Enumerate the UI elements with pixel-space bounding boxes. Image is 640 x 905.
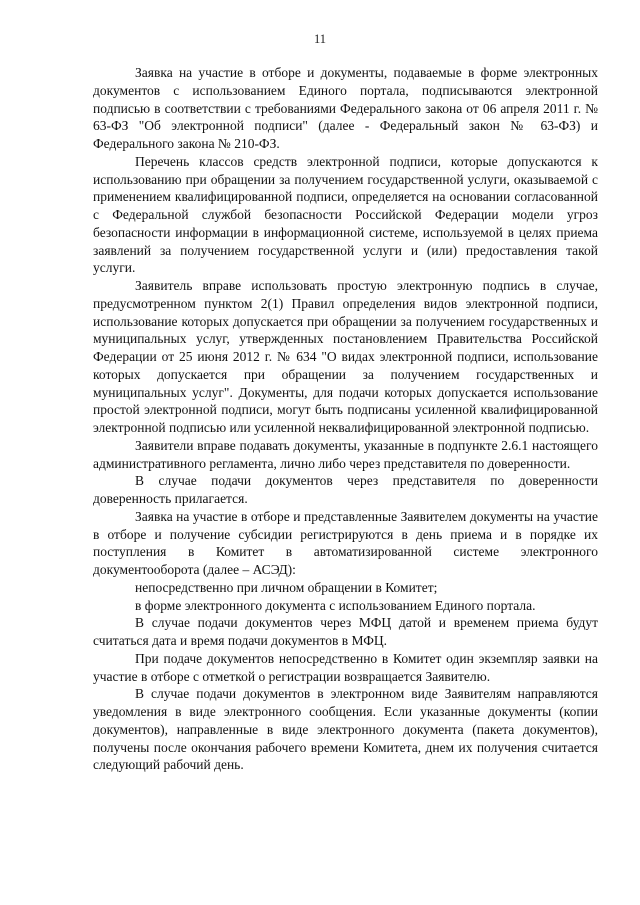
list-item-electronic: в форме электронного документа с использованием Единого портала.	[135, 597, 536, 613]
list-item-in-person: непосредственно при личном обращении в Комитет;	[135, 579, 438, 595]
document-body	[93, 64, 598, 774]
paragraph-signature-classes: Перечень классов средств электронной подписи, которые допускаются к использованию при обращении за получением государственной услуги, оказываемой с применением квалифицированной подписи, определяется на основании согласованной с Федеральной службой безопасности Российской Федерации модели угроз безопасности информации в информационной системе, используемой в целях приема заявлений за получением государственной услуги и (или) предоставления такой услуги.	[93, 153, 598, 276]
paragraph-direct-submission: При подаче документов непосредственно в Комитет один экземпляр заявки на участие в отборе с отметкой о регистрации возвращается Заявителю.	[93, 650, 598, 684]
paragraph-registration: Заявка на участие в отборе и представленные Заявителем документы на участие в отборе и получение субсидии регистрируются в день приема и в порядке их поступления в Комитет в автоматизированной системе электронного документооборота (далее – АСЭД):	[93, 508, 598, 577]
paragraph-representative: Заявители вправе подавать документы, указанные в подпункте 2.6.1 настоящего административного регламента, лично либо через представителя по доверенности.	[93, 437, 598, 471]
paragraph-electronic-notification: В случае подачи документов в электронном виде Заявителям направляются уведомления в виде электронного сообщения. Если указанные документы (копии документов), направленные в виде электронного документа (пакета документов), получены после окончания рабочего времени Комитета, днем их получения считается следующий рабочий день.	[93, 686, 598, 773]
paragraph-application-signature: Заявка на участие в отборе и документы, подаваемые в форме электронных документов с использованием Единого портала, подписываются электронной подписью в соответствии с требованиями Федерального закона от 06 апреля 2011 г. № 63-ФЗ "Об электронной подписи" (далее - Федеральный закон № 63-ФЗ) и Федерального закона № 210-ФЗ.	[93, 65, 598, 151]
page-number: 11	[313, 32, 327, 46]
paragraph-simple-signature: Заявитель вправе использовать простую электронную подпись в случае, предусмотренном пунктом 2(1) Правил определения видов электронной подписи, использование которых допускается при обращении за получением государственных и муниципальных услуг, утвержденных постановлением Правительства Российской Федерации от 25 июня 2012 г. № 634 "О видах электронной подписи, использование которых допускается при обращении за получением государственных и муниципальных услуг". Документы, для подачи которых допускается использование простой электронной подписи, могут быть подписаны усиленной квалифицированной электронной подписью или усиленной неквалифицированной электронной подписью.	[93, 278, 598, 435]
paragraph-mfc: В случае подачи документов через МФЦ датой и временем приема будут считаться дата и время подачи документов в МФЦ.	[93, 615, 598, 648]
paragraph-power-of-attorney: В случае подачи документов через представителя по доверенности доверенность прилагается.	[93, 473, 598, 506]
